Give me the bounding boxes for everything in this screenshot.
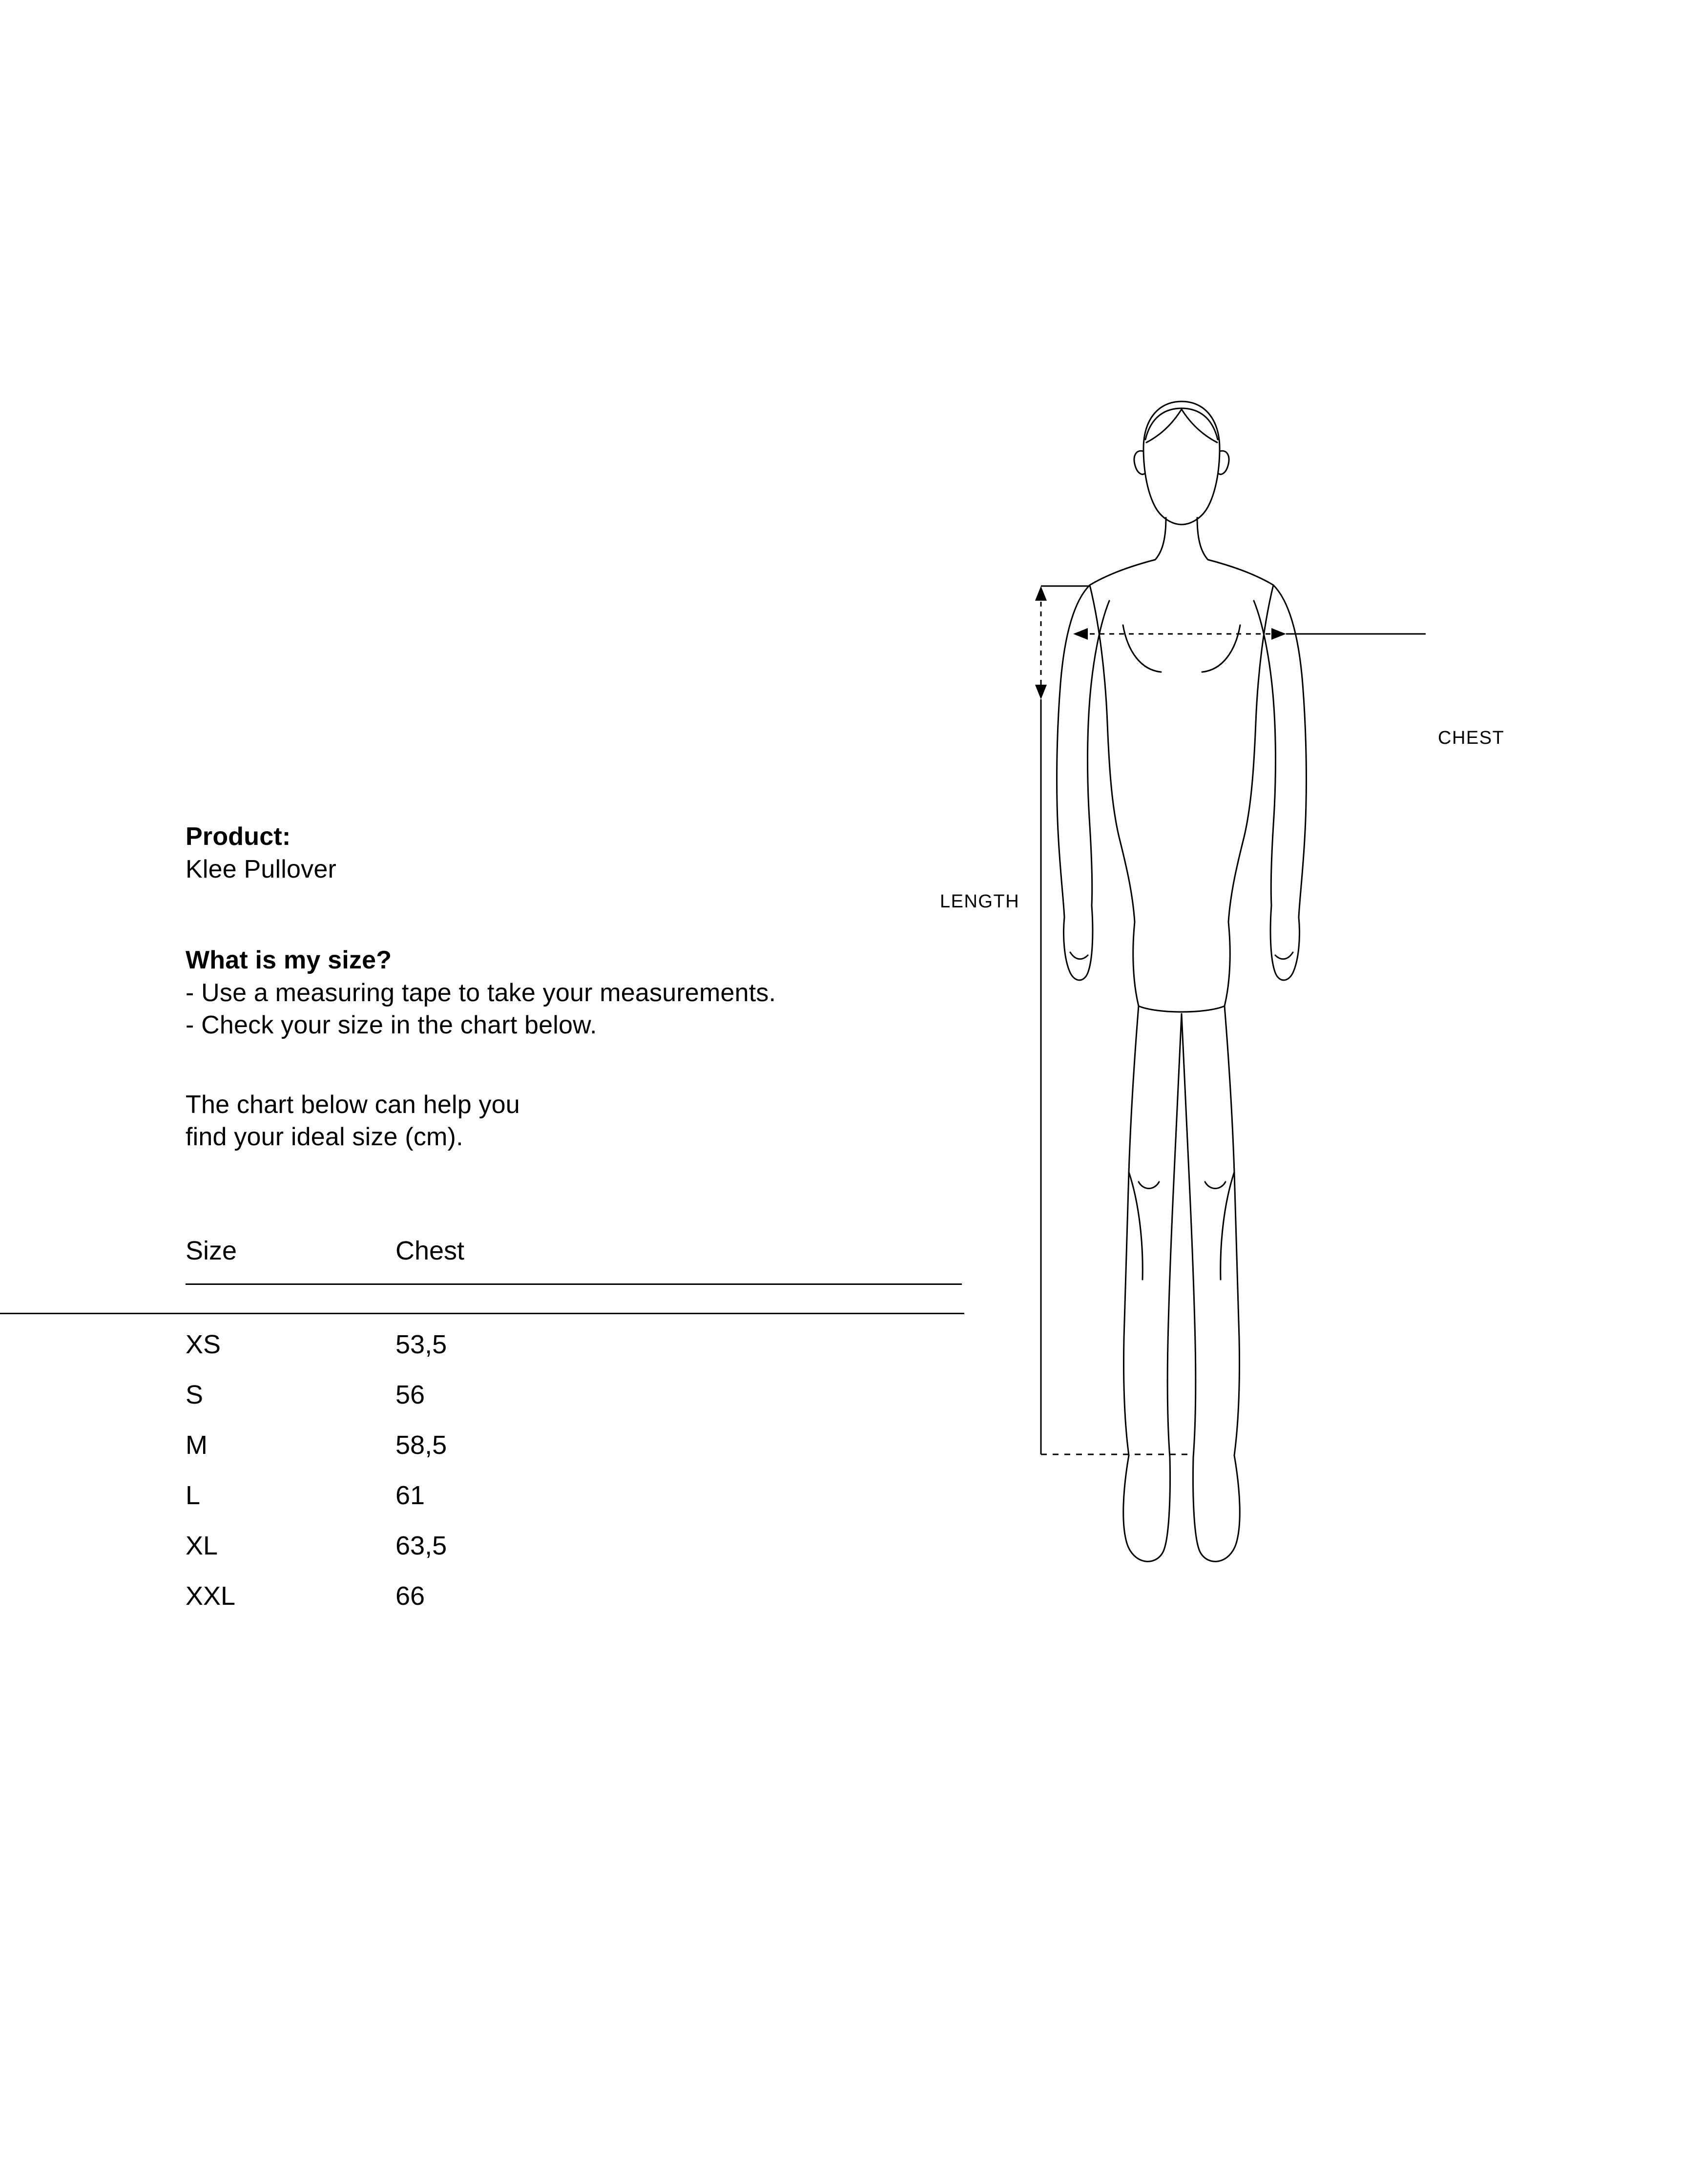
table-row	[186, 1284, 962, 1370]
cell-chest: 63,5	[395, 1531, 447, 1560]
column-header-chest: Chest	[395, 1236, 465, 1265]
cell-size: XL	[186, 1531, 218, 1560]
cell-size: L	[186, 1480, 201, 1510]
column-header-size: Size	[186, 1236, 237, 1265]
table-row	[186, 1369, 962, 1420]
table-row	[186, 1470, 962, 1520]
size-question-heading: What is my size?	[186, 946, 392, 975]
length-label: LENGTH	[940, 891, 1020, 912]
cell-size: S	[186, 1380, 204, 1409]
measurement-diagram	[918, 371, 1660, 1714]
length-arrow-top	[1035, 586, 1047, 601]
size-chart-table	[186, 1236, 962, 1621]
chart-help-block	[186, 1089, 1016, 1154]
spacer	[186, 885, 1016, 944]
table-row	[186, 1571, 962, 1621]
table-header-row	[186, 1236, 962, 1284]
product-heading: Product:	[186, 822, 291, 851]
cell-chest: 56	[395, 1380, 425, 1409]
cell-chest: 61	[395, 1480, 425, 1510]
size-question-block	[186, 944, 1016, 1042]
cell-chest: 66	[395, 1581, 425, 1611]
product-name: Klee Pullover	[186, 855, 336, 883]
cell-chest: 53,5	[395, 1329, 447, 1359]
body-outline-icon	[1057, 401, 1307, 1561]
body-figure-svg	[918, 371, 1660, 1714]
instruction-line-2: - Check your size in the chart below.	[186, 1011, 597, 1040]
table-row	[186, 1420, 962, 1470]
cell-chest: 58,5	[395, 1430, 447, 1460]
chest-label: CHEST	[1438, 728, 1505, 748]
chest-arrow-left	[1073, 628, 1088, 640]
instruction-line-1: - Use a measuring tape to take your measurements.	[186, 978, 776, 1007]
measurement-annotations	[1035, 586, 1426, 1454]
cell-size: XS	[186, 1329, 221, 1359]
chest-arrow-right	[1271, 628, 1286, 640]
length-arrow-bottom	[1035, 685, 1047, 699]
info-panel	[186, 820, 1016, 1154]
spacer	[186, 1042, 1016, 1089]
chart-help-line-1: The chart below can help you	[186, 1090, 520, 1119]
chart-help-line-2: find your ideal size (cm).	[186, 1123, 463, 1152]
table-row	[186, 1520, 962, 1571]
product-block	[186, 820, 1016, 885]
cell-size: M	[186, 1430, 208, 1460]
cell-size: XXL	[186, 1581, 236, 1611]
